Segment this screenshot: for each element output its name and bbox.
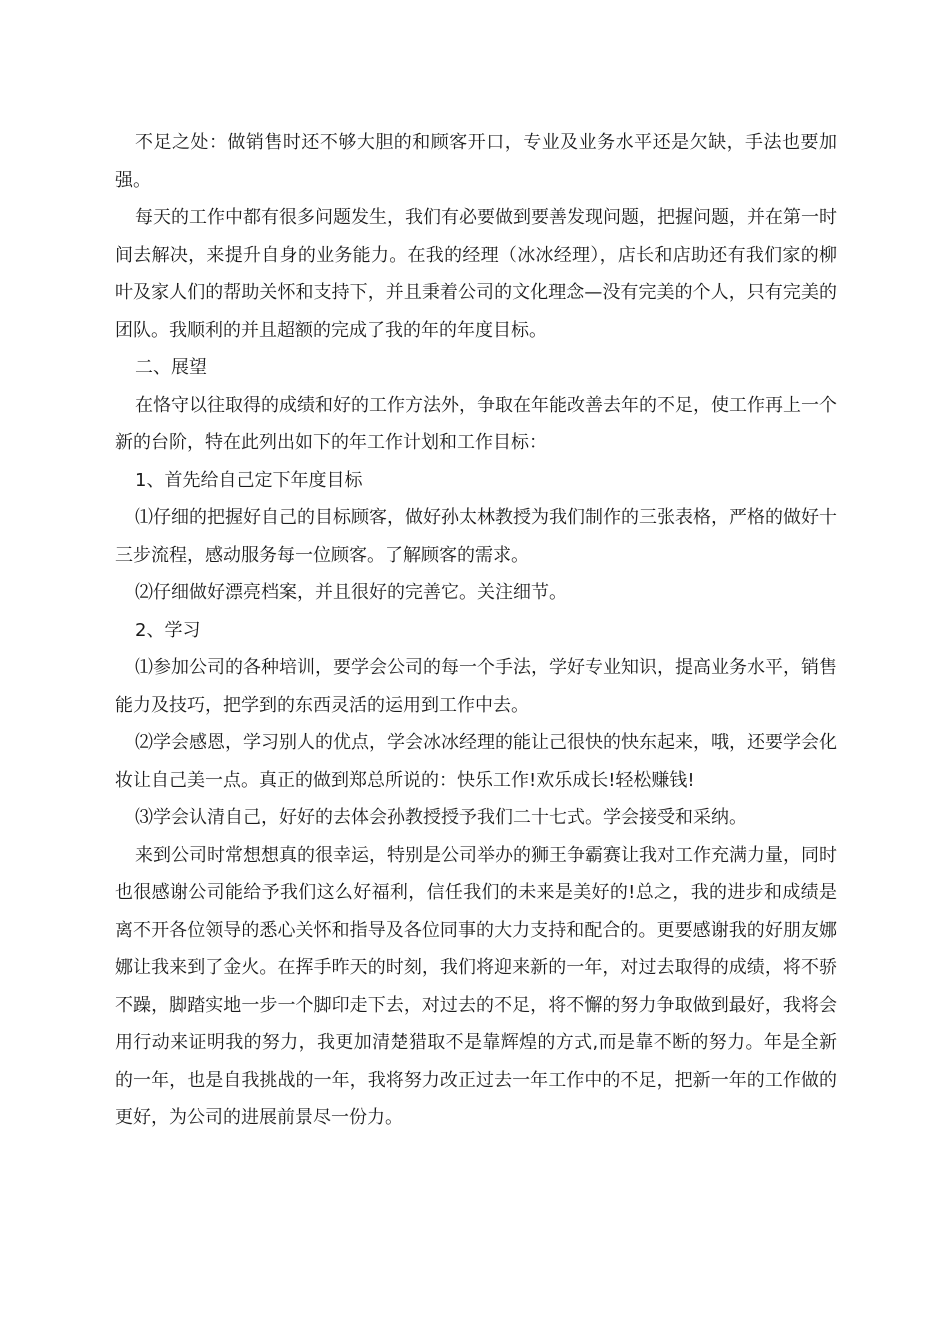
paragraph-daily-problems: 每天的工作中都有很多问题发生，我们有必要做到要善发现问题，把握问题，并在第一时间去解决，来提升自身的业务能力。在我的经理（冰冰经理），店长和店助还有我们家的柳叶及家人们的帮助关怀和支持下，并且秉着公司的文化理念—没有完美的个人，只有完美的团队。我顺利的并且超额的完成了我的年的年度目标。: [115, 207, 837, 341]
section-heading-outlook: 二、展望: [135, 357, 207, 378]
list-item-learning-1: ⑴参加公司的各种培训，要学会公司的每一个手法，学好专业知识，提高业务水平，销售能力及技巧，把学到的东西灵活的运用到工作中去。: [115, 657, 837, 716]
document-body: [115, 124, 837, 1137]
subheading-annual-goals: 1、首先给自己定下年度目标: [135, 469, 363, 491]
paragraph-outlook-intro: 在恪守以往取得的成绩和好的工作方法外，争取在年能改善去年的不足，使工作再上一个新的台阶，特在此列出如下的年工作计划和工作目标：: [115, 394, 837, 453]
list-item-goal-2: ⑵仔细做好漂亮档案，并且很好的完善它。关注细节。: [135, 582, 567, 603]
list-item-goal-1: ⑴仔细的把握好自己的目标顾客，做好孙太林教授为我们制作的三张表格，严格的做好十三步流程，感动服务每一位顾客。了解顾客的需求。: [115, 507, 837, 566]
subheading-learning: 2、学习: [135, 619, 201, 641]
list-item-learning-2: ⑵学会感恩，学习别人的优点，学会冰冰经理的能让己很快的快东起来，哦，还要学会化妆让自己美一点。真正的做到郑总所说的：快乐工作!欢乐成长!轻松赚钱!: [115, 732, 837, 791]
list-item-learning-3: ⑶学会认清自己，好好的去体会孙教授授予我们二十七式。学会接受和采纳。: [135, 807, 747, 828]
paragraph-conclusion: 来到公司时常想想真的很幸运，特别是公司举办的狮王争霸赛让我对工作充满力量，同时也很感谢公司能给予我们这么好福利，信任我们的未来是美好的!总之，我的进步和成绩是离不开各位领导的悉心关怀和指导及各位同事的大力支持和配合的。更要感谢我的好朋友娜娜让我来到了金火。在挥手昨天的时刻，我们将迎来新的一年，对过去取得的成绩，将不骄不躁，脚踏实地一步一个脚印走下去，对过去的不足，将不懈的努力争取做到最好，我将会用行动来证明我的努力，我更加清楚猎取不是靠辉煌的方式,而是靠不断的努力。年是全新的一年，也是自我挑战的一年，我将努力改正过去一年工作中的不足，把新一年的工作做的更好，为公司的进展前景尽一份力。: [115, 844, 837, 1128]
paragraph-shortcomings: 不足之处：做销售时还不够大胆的和顾客开口，专业及业务水平还是欠缺，手法也要加强。: [115, 132, 837, 191]
